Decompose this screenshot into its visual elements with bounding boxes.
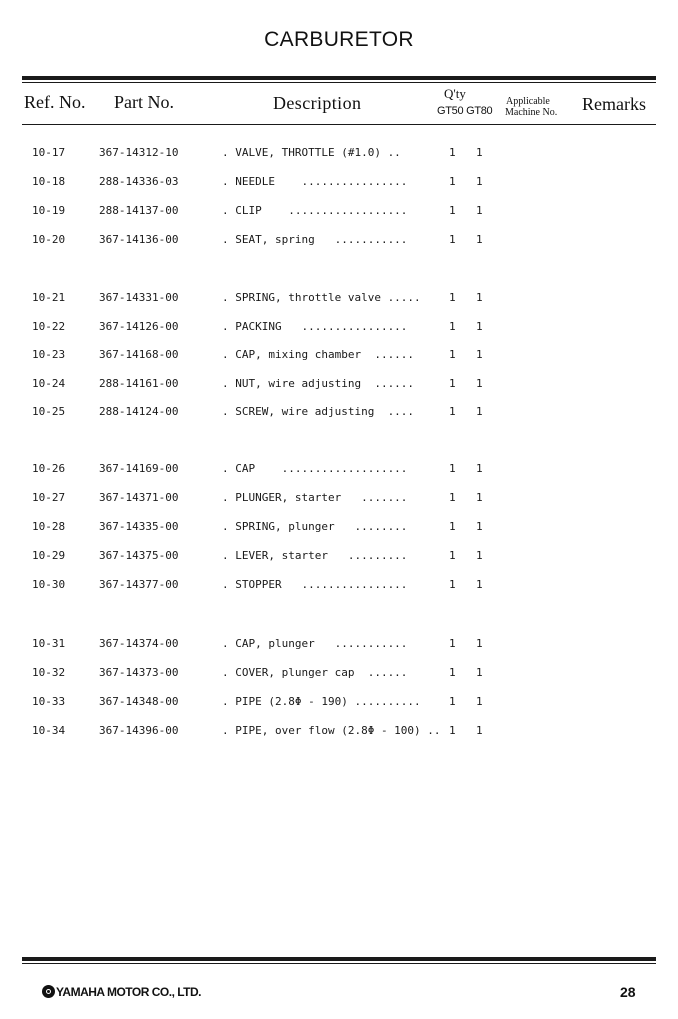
column-header-qty-models: GT50 GT80 bbox=[437, 105, 493, 117]
footer-company bbox=[42, 985, 201, 999]
ref-no: 10-25 bbox=[32, 405, 66, 418]
ref-no: 10-28 bbox=[32, 520, 66, 533]
column-header-description: Description bbox=[273, 93, 362, 113]
part-no: 367-14168-00 bbox=[99, 348, 179, 361]
qty-gt50: 1 bbox=[449, 666, 456, 679]
qty-gt80: 1 bbox=[476, 204, 483, 217]
table-row bbox=[0, 695, 678, 715]
qty-gt80: 1 bbox=[476, 462, 483, 475]
description: . NEEDLE ................ bbox=[222, 175, 408, 188]
description: . LEVER, starter ......... bbox=[222, 549, 408, 562]
part-no: 367-14126-00 bbox=[99, 320, 179, 333]
part-no: 367-14348-00 bbox=[99, 695, 179, 708]
part-no: 288-14336-03 bbox=[99, 175, 179, 188]
ref-no: 10-33 bbox=[32, 695, 66, 708]
part-no: 367-14335-00 bbox=[99, 520, 179, 533]
table-row bbox=[0, 146, 678, 166]
ref-no: 10-22 bbox=[32, 320, 66, 333]
part-no: 367-14331-00 bbox=[99, 291, 179, 304]
ref-no: 10-31 bbox=[32, 637, 66, 650]
table-row bbox=[0, 578, 678, 598]
qty-gt50: 1 bbox=[449, 491, 456, 504]
table-row bbox=[0, 549, 678, 569]
header-top-thin-rule bbox=[22, 82, 656, 83]
footer-thick-rule bbox=[22, 957, 656, 961]
qty-gt80: 1 bbox=[476, 724, 483, 737]
part-no: 367-14375-00 bbox=[99, 549, 179, 562]
qty-gt80: 1 bbox=[476, 695, 483, 708]
ref-no: 10-32 bbox=[32, 666, 66, 679]
page-number: 28 bbox=[620, 984, 636, 1000]
ref-no: 10-34 bbox=[32, 724, 66, 737]
table-row bbox=[0, 405, 678, 425]
table-row bbox=[0, 320, 678, 340]
table-row bbox=[0, 377, 678, 397]
qty-gt50: 1 bbox=[449, 291, 456, 304]
part-no: 288-14137-00 bbox=[99, 204, 179, 217]
description: . NUT, wire adjusting ...... bbox=[222, 377, 415, 390]
qty-gt50: 1 bbox=[449, 146, 456, 159]
description: . CAP, plunger ........... bbox=[222, 637, 408, 650]
part-no: 288-14124-00 bbox=[99, 405, 179, 418]
qty-gt50: 1 bbox=[449, 549, 456, 562]
qty-gt80: 1 bbox=[476, 637, 483, 650]
qty-gt50: 1 bbox=[449, 405, 456, 418]
qty-gt80: 1 bbox=[476, 377, 483, 390]
qty-gt50: 1 bbox=[449, 462, 456, 475]
table-row bbox=[0, 204, 678, 224]
ref-no: 10-29 bbox=[32, 549, 66, 562]
table-row bbox=[0, 175, 678, 195]
column-header-ref-no: Ref. No. bbox=[24, 92, 86, 112]
qty-gt50: 1 bbox=[449, 320, 456, 333]
qty-gt80: 1 bbox=[476, 578, 483, 591]
description: . CAP, mixing chamber ...... bbox=[222, 348, 415, 361]
column-header-remarks: Remarks bbox=[582, 94, 646, 114]
description: . COVER, plunger cap ...... bbox=[222, 666, 408, 679]
qty-gt80: 1 bbox=[476, 348, 483, 361]
qty-gt80: 1 bbox=[476, 291, 483, 304]
table-row bbox=[0, 462, 678, 482]
page-title: CARBURETOR bbox=[264, 28, 414, 51]
description: . VALVE, THROTTLE (#1.0) .. bbox=[222, 146, 401, 159]
qty-gt80: 1 bbox=[476, 320, 483, 333]
table-row bbox=[0, 666, 678, 686]
part-no: 367-14136-00 bbox=[99, 233, 179, 246]
description: . SPRING, throttle valve ..... bbox=[222, 291, 421, 304]
qty-gt50: 1 bbox=[449, 233, 456, 246]
qty-gt80: 1 bbox=[476, 146, 483, 159]
description: . SEAT, spring ........... bbox=[222, 233, 408, 246]
table-row bbox=[0, 348, 678, 368]
part-no: 367-14396-00 bbox=[99, 724, 179, 737]
qty-gt80: 1 bbox=[476, 175, 483, 188]
ref-no: 10-23 bbox=[32, 348, 66, 361]
part-no: 367-14377-00 bbox=[99, 578, 179, 591]
qty-gt50: 1 bbox=[449, 724, 456, 737]
ref-no: 10-24 bbox=[32, 377, 66, 390]
ref-no: 10-18 bbox=[32, 175, 66, 188]
qty-gt50: 1 bbox=[449, 175, 456, 188]
qty-gt50: 1 bbox=[449, 520, 456, 533]
description: . CLIP .................. bbox=[222, 204, 408, 217]
qty-gt50: 1 bbox=[449, 348, 456, 361]
description: . PIPE (2.8Φ - 190) .......... bbox=[222, 695, 421, 708]
ref-no: 10-19 bbox=[32, 204, 66, 217]
part-no: 367-14312-10 bbox=[99, 146, 179, 159]
qty-gt50: 1 bbox=[449, 204, 456, 217]
qty-gt50: 1 bbox=[449, 377, 456, 390]
table-row bbox=[0, 637, 678, 657]
header-bottom-rule bbox=[22, 124, 656, 125]
table-row bbox=[0, 291, 678, 311]
yamaha-logo-icon bbox=[42, 985, 55, 998]
qty-gt80: 1 bbox=[476, 405, 483, 418]
qty-gt80: 1 bbox=[476, 520, 483, 533]
part-no: 367-14374-00 bbox=[99, 637, 179, 650]
table-row bbox=[0, 520, 678, 540]
description: . STOPPER ................ bbox=[222, 578, 408, 591]
description: . CAP ................... bbox=[222, 462, 408, 475]
table-row bbox=[0, 724, 678, 744]
ref-no: 10-26 bbox=[32, 462, 66, 475]
footer-thin-rule bbox=[22, 963, 656, 964]
qty-gt80: 1 bbox=[476, 666, 483, 679]
description: . PLUNGER, starter ....... bbox=[222, 491, 408, 504]
qty-gt80: 1 bbox=[476, 549, 483, 562]
part-no: 367-14371-00 bbox=[99, 491, 179, 504]
ref-no: 10-27 bbox=[32, 491, 66, 504]
description: . PIPE, over flow (2.8Φ - 100) .. bbox=[222, 724, 441, 737]
description: . SPRING, plunger ........ bbox=[222, 520, 408, 533]
table-row bbox=[0, 491, 678, 511]
column-header-applicable-line1: Applicable bbox=[506, 96, 550, 107]
company-name: YAMAHA MOTOR CO., LTD. bbox=[56, 985, 201, 999]
description: . SCREW, wire adjusting .... bbox=[222, 405, 415, 418]
qty-gt50: 1 bbox=[449, 695, 456, 708]
part-no: 367-14169-00 bbox=[99, 462, 179, 475]
qty-gt50: 1 bbox=[449, 578, 456, 591]
qty-gt80: 1 bbox=[476, 491, 483, 504]
ref-no: 10-30 bbox=[32, 578, 66, 591]
ref-no: 10-21 bbox=[32, 291, 66, 304]
column-header-qty: Q'ty bbox=[444, 86, 466, 101]
column-header-applicable-line2: Machine No. bbox=[505, 107, 558, 118]
qty-gt50: 1 bbox=[449, 637, 456, 650]
ref-no: 10-17 bbox=[32, 146, 66, 159]
header-top-thick-rule bbox=[22, 76, 656, 80]
part-no: 288-14161-00 bbox=[99, 377, 179, 390]
column-header-part-no: Part No. bbox=[114, 92, 174, 112]
part-no: 367-14373-00 bbox=[99, 666, 179, 679]
table-row bbox=[0, 233, 678, 253]
ref-no: 10-20 bbox=[32, 233, 66, 246]
qty-gt80: 1 bbox=[476, 233, 483, 246]
description: . PACKING ................ bbox=[222, 320, 408, 333]
